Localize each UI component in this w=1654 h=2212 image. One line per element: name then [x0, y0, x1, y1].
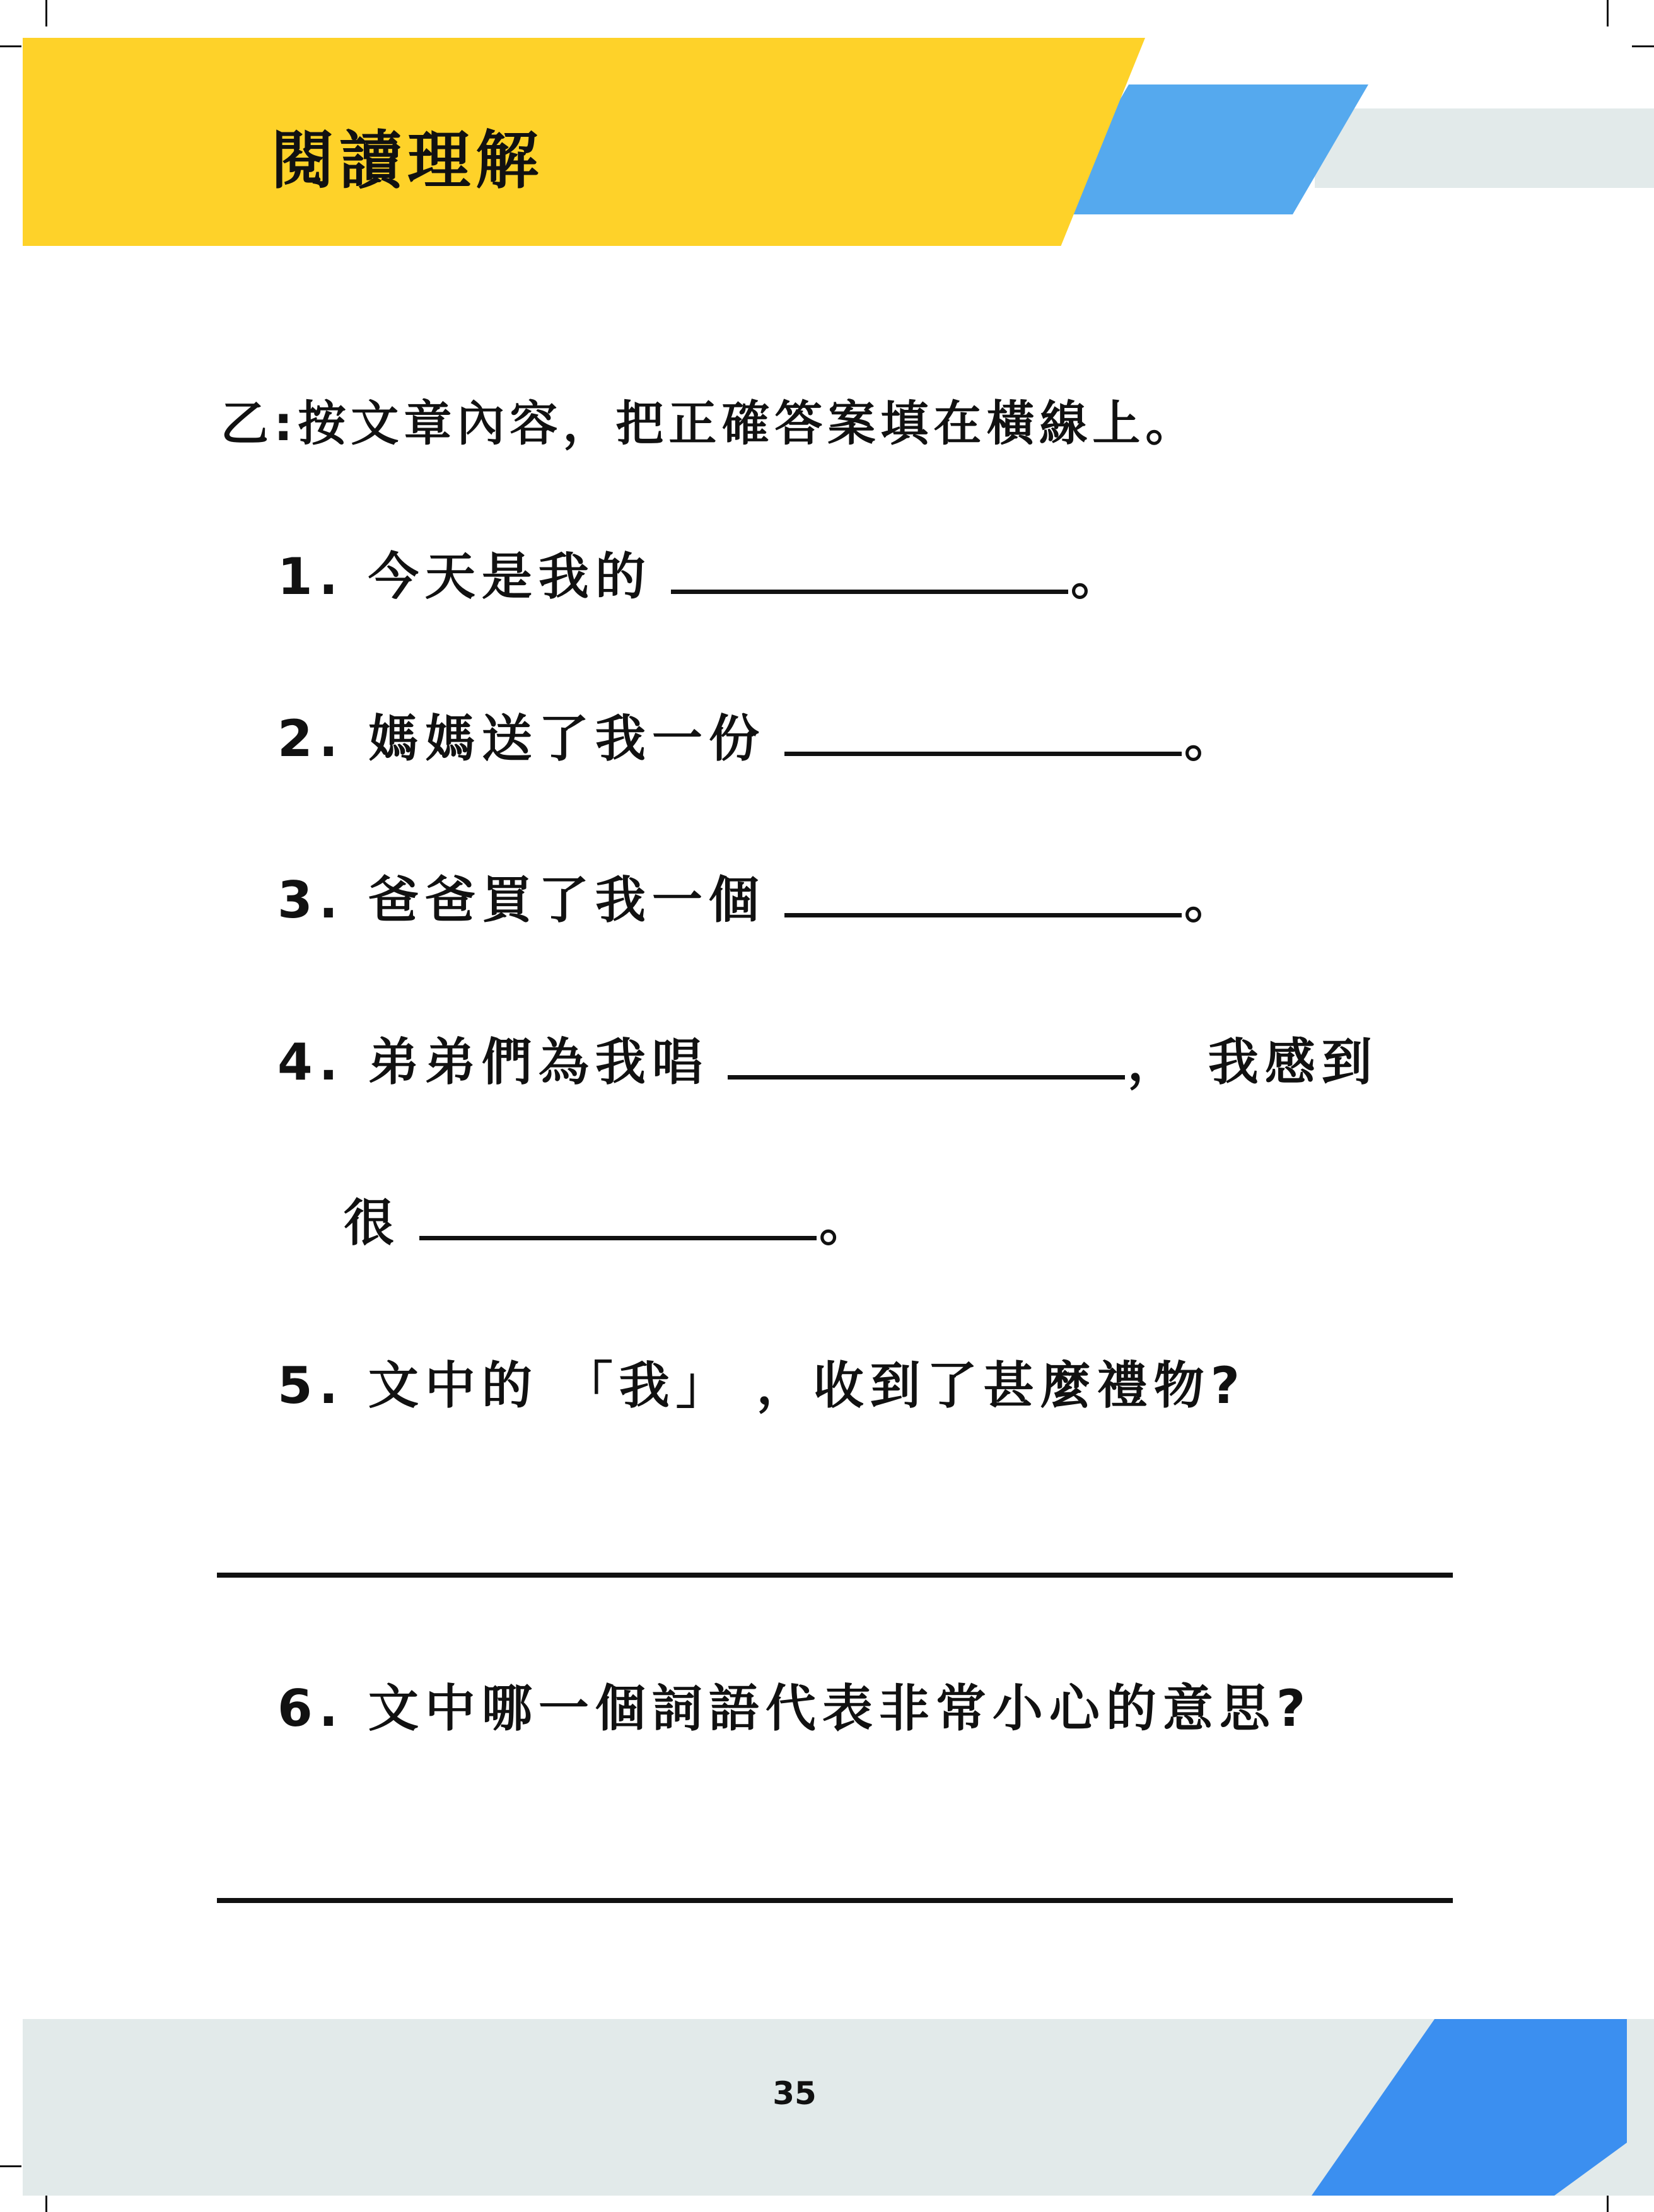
- question-5-answer-line[interactable]: [217, 1573, 1453, 1578]
- crop-mark-top-right-v: [1607, 0, 1609, 26]
- question-4: [277, 1025, 1378, 1100]
- question-6: 6. 文中哪一個詞語代表非常小心的意思?: [277, 1679, 1312, 1738]
- question-1-text: 1. 今天是我的: [277, 547, 652, 606]
- question-4-middle: ， 我感到: [1127, 1033, 1378, 1091]
- crop-mark-bottom-left-h: [0, 2165, 21, 2167]
- question-4-line-2: [344, 1185, 876, 1261]
- question-5: 5. 文中的 「我」 ，收到了甚麼禮物?: [277, 1356, 1247, 1415]
- question-2-blank[interactable]: [784, 752, 1182, 756]
- crop-mark-top-right-h: [1632, 45, 1654, 47]
- instruction-text: 乙:按文章內容，把正確答案填在橫線上。: [221, 395, 1199, 451]
- question-1: [277, 539, 1127, 615]
- question-1-blank[interactable]: [671, 590, 1068, 594]
- question-2-text: 2. 媽媽送了我一份: [277, 709, 766, 768]
- question-4-line2-text: 很: [344, 1194, 400, 1252]
- question-3-blank[interactable]: [784, 913, 1182, 917]
- question-6-answer-line[interactable]: [217, 1898, 1453, 1903]
- header-yellow-banner: [23, 38, 1145, 246]
- question-4-text: 4. 弟弟們為我唱: [277, 1033, 709, 1091]
- crop-mark-top-left-v: [45, 0, 47, 26]
- page-number: 35: [772, 2075, 817, 2112]
- page-title: 閱讀理解: [271, 124, 544, 197]
- question-4-period: 。: [819, 1194, 876, 1252]
- question-3: [277, 863, 1241, 938]
- question-2-period: 。: [1184, 709, 1241, 768]
- question-2: [277, 701, 1241, 777]
- header-grey-band: [1315, 108, 1654, 188]
- crop-mark-top-left-h: [0, 45, 21, 47]
- question-4-blank-2[interactable]: [419, 1236, 817, 1240]
- question-4-blank-1[interactable]: [728, 1075, 1125, 1080]
- question-3-text: 3. 爸爸買了我一個: [277, 871, 766, 929]
- question-1-period: 。: [1070, 547, 1127, 606]
- question-3-period: 。: [1184, 871, 1241, 929]
